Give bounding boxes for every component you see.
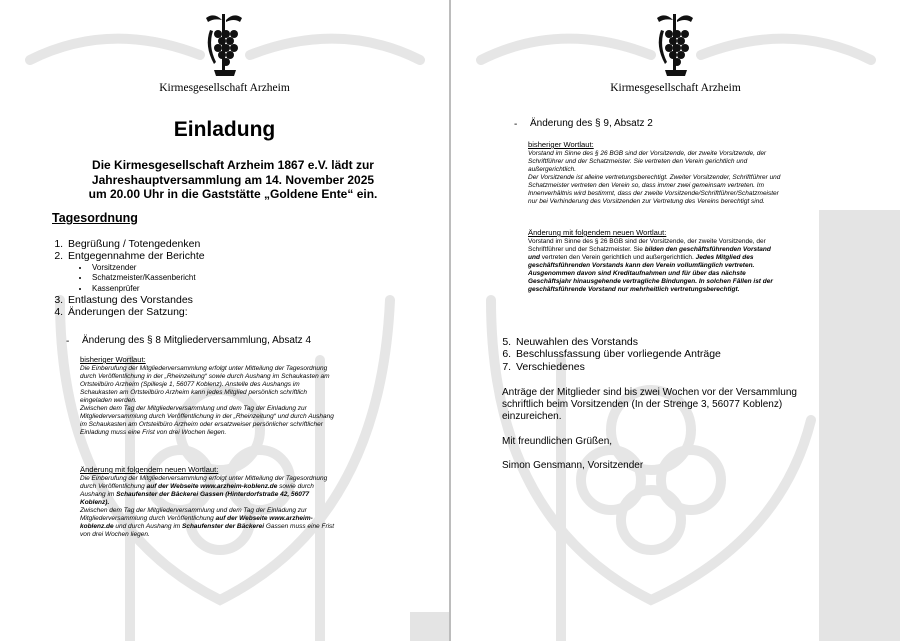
list-item: • Kassenprüfer — [90, 284, 205, 294]
agenda-list — [54, 238, 205, 319]
new-text-block-9 — [528, 229, 894, 294]
text-line: Vorstand im Sinne des § 26 BGB sind der Vorsitzende, der zweite Vorsitzende, der — [528, 237, 766, 245]
text-line: von drei Wochen liegen. — [80, 531, 150, 539]
text-line: Zwischen dem Tag der Mitgliederversammlung und dem Tag der Einladung zur — [80, 506, 307, 514]
text-line: Schriftführer und der Schatzmeister. Sie vertreten den Verein gerichtlich und — [528, 157, 748, 165]
old-text-block-9 — [528, 141, 894, 206]
agenda-heading: Tagesordnung — [52, 211, 138, 225]
text-line: Die Einberufung der Mitgliederversammlung erfolgt unter Mitteilung der Tagesordnung — [80, 364, 328, 372]
text-line: durch Veröffentlichung in der „Rheinzeitung“ sowie durch Aushang im Schaukasten am — [80, 372, 330, 380]
text-line: Vorstand im Sinne des § 26 BGB sind der Vorsitzende, der zweite Vorsitzende, der — [528, 149, 767, 157]
list-item: 1. Begrüßung / Totengedenken — [66, 238, 205, 250]
new-heading: Änderung mit folgendem neuen Wortlaut: — [528, 228, 667, 237]
text-line: außergerichtlich. — [528, 165, 577, 173]
text-line: Die Einberufung der Mitgliederversammlung erfolgt unter Mitteilung der Tagesordnung — [80, 474, 328, 482]
text-line: Einladung muss eine Frist von drei Wochen liegen. — [80, 429, 227, 437]
text-line: Schatzmeister vertreten den Verein so, dass immer zwei gemeinsam vertreten. Im — [528, 181, 765, 189]
dash-bullet: - — [66, 336, 70, 347]
list-item: • Vorsitzender — [90, 263, 205, 273]
report-sublist — [68, 263, 205, 294]
text-line: koblenz.de und durch Aushang im Schaufenster der Bäckerei Gassen muss eine Frist — [80, 523, 335, 531]
list-item: 6. Beschlussfassung über vorliegende Anträge — [514, 348, 721, 360]
text-line: nur bei Verhinderung des Vorsitzenden zur Vertretung des Vereins berechtigt sind. — [528, 198, 765, 206]
society-name: Kirmesgesellschaft Arzheim — [159, 82, 290, 94]
society-name: Kirmesgesellschaft Arzheim — [610, 82, 741, 94]
greeting: Mit freundlichen Grüßen, — [502, 436, 613, 447]
watermark-emblem-icon — [0, 0, 449, 641]
page-right — [451, 0, 900, 641]
change-heading-8: Änderung des § 8 Mitgliederversammlung, Absatz 4 — [82, 335, 312, 346]
watermark-emblem-icon — [451, 0, 900, 641]
old-heading: bisheriger Wortlaut: — [80, 355, 146, 364]
signature: Simon Gensmann, Vorsitzender — [502, 460, 644, 471]
page-title: Einladung — [173, 118, 276, 141]
dash-bullet: - — [514, 119, 518, 130]
text-line: Schriftführer und der Schatzmeister. Sie bilden den geschäftsführenden Vorstand — [528, 245, 771, 253]
grape-emblem-icon — [196, 10, 252, 80]
text-line: Geschäftsjahr hinausgehende vertragliche Bindungen. In solchen Fällen ist der — [528, 278, 773, 286]
text-line: und vertreten den Verein gerichtlich und außergerichtlich. Jedes Mitglied des — [528, 253, 754, 261]
text-line: Zwischen dem Tag der Mitgliederversammlung und dem Tag der Einladung zur — [80, 405, 307, 413]
text-line: Ausgenommen davon sind Kreditaufnahmen und für über das nächste — [528, 269, 746, 277]
text-line: Mitgliederversammlung durch Veröffentlichung auf der Webseite www.arzheim- — [80, 515, 313, 523]
list-item: 5. Neuwahlen des Vorstands — [514, 336, 721, 348]
text-line: Ortsteilbüro Arzheim (Spillesje 1, 56077 Koblenz). Anstelle des Aushangs im — [80, 380, 300, 388]
list-item: 4. Änderungen der Satzung: — [66, 306, 205, 318]
text-line: Mitgliederversammlung durch Veröffentlichung in der „Rheinzeitung“ und durch Aushang — [80, 413, 334, 421]
text-line: Schaukasten am Ortsteilbüro Arzheim kann jedes Mitglied persönlich schriftlich — [80, 388, 307, 396]
text-line: eingeladen werden. — [80, 396, 137, 404]
list-item: 7. Verschiedenes — [514, 361, 721, 373]
text-line: im Schaukasten am Ortsteilbüro Arzheim oder ersatzweiser persönlicher schriftlicher — [80, 421, 323, 429]
invitation-subtitle — [0, 158, 449, 202]
old-text-block-8 — [80, 356, 440, 437]
text-line: Der Vorsitzende ist alleine vertretungsberechtigt. Zweiter Vorsitzender, Schriftführer und — [528, 173, 781, 181]
new-text-block-8 — [80, 466, 440, 539]
text-line: geschäftsführende Vorstand nur mehrheitlich vertretungsberechtigt. — [528, 286, 740, 294]
grape-emblem-icon — [647, 10, 703, 80]
list-item: 3. Entlastung des Vorstandes — [66, 294, 205, 306]
subtitle-line: Jahreshauptversammlung am 14. November 2025 — [91, 172, 375, 187]
text-line: Innenverhältnis wird bestimmt, dass der zweite Vorsitzende/Schriftführer/Schatzmeister — [528, 190, 779, 198]
text-line: schriftlich beim Vorsitzenden (In der Strenge 3, 56077 Koblenz) — [502, 399, 783, 410]
text-line: durch Veröffentlichung auf der Webseite www.arzheim-koblenz.de sowie durch — [80, 482, 314, 490]
page-left — [0, 0, 449, 641]
agenda-list-continued — [502, 336, 721, 373]
change-heading-9: Änderung des § 9, Absatz 2 — [530, 118, 653, 129]
old-heading: bisheriger Wortlaut: — [528, 140, 594, 149]
text-line: einzureichen. — [502, 411, 562, 422]
text-line: Anträge der Mitglieder sind bis zwei Wochen vor der Versammlung — [502, 387, 797, 398]
list-item: 2. Entgegennahme der Berichte • Vorsitzender • Schatzmeister/Kassenbericht • Kassenprüfer — [66, 250, 205, 294]
subtitle-line: Die Kirmesgesellschaft Arzheim 1867 e.V. lädt zur — [92, 158, 374, 172]
text-line: geschäftsführenden Vorstands kann den Verein vollumfänglich vertreten. — [528, 261, 755, 269]
new-heading: Änderung mit folgendem neuen Wortlaut: — [80, 465, 219, 474]
subtitle-line: um 20.00 Uhr in die Gaststätte „Goldene Ente“ ein. — [88, 187, 378, 201]
closing-paragraph — [502, 387, 832, 423]
text-line: Aushang im Schaufenster der Bäckerei Gassen (Hinterdorfstraße 42, 56077 — [80, 490, 310, 498]
list-item: • Schatzmeister/Kassenbericht — [90, 273, 205, 283]
text-line: Koblenz). — [80, 498, 110, 506]
